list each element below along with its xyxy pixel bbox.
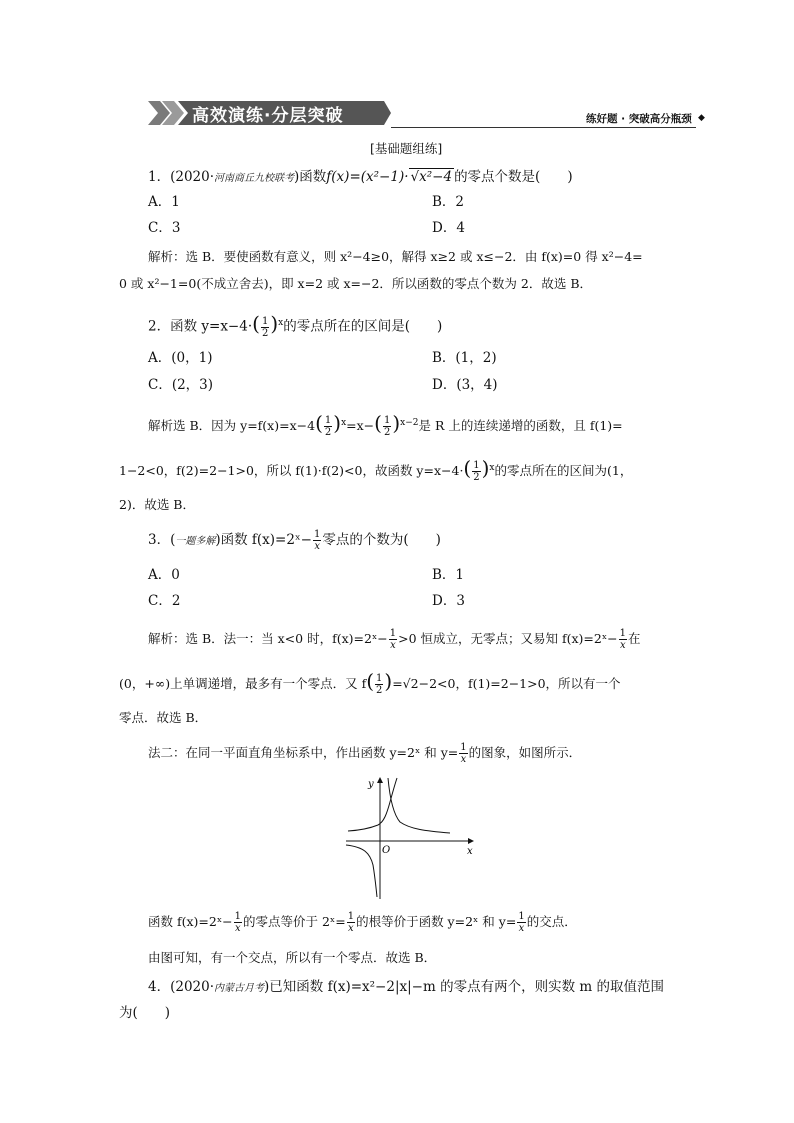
q1-stem-a: )函数 — [294, 169, 327, 185]
q2-stem: 2．函数 y=x−4·( $\frac{1}{2}$ )$^x$的零点所在的区间是( ) — [148, 311, 443, 339]
header-rule — [391, 127, 696, 128]
q3-conclusion: 由图可知，有一个交点，所以有一个零点．故选 B． — [148, 950, 437, 965]
q4-stem: 4．(2020·内蒙古月考)已知函数 f(x)=x²−2|x|−m 的零点有两个，则实数 m 的取值范围 — [148, 979, 664, 995]
q2-option-d[interactable]: D．(3，4) — [432, 377, 498, 393]
q1-option-b[interactable]: B．2 — [432, 194, 465, 210]
x-axis-arrow — [468, 838, 474, 844]
header-note: 练好题 · 突破高分瓶颈 — [586, 113, 692, 125]
q2-option-c[interactable]: C．(2，3) — [148, 377, 214, 393]
graph-x-label: x — [467, 846, 473, 857]
curve-recip-left — [346, 845, 377, 897]
q1-prefix: 1．(2020· — [148, 169, 215, 185]
q2-option-b[interactable]: B．(1，2) — [432, 350, 497, 366]
q2-analysis-1: 解析选 B．因为 y=f(x)=x−4( $\frac{1}{2}$ )$^x$=x−( $\frac{1}{2}$ )$^{x-2}$是 R 上的连续递增的函数，且 f(1)= — [148, 411, 623, 439]
q2-option-a[interactable]: A．(0，1) — [148, 350, 213, 366]
q2-analysis-3: 2)．故选 B． — [119, 497, 195, 512]
q3-option-b[interactable]: B．1 — [432, 567, 465, 583]
q2-frac: $\frac{1}{2}$ — [261, 315, 269, 339]
graph-origin-label: O — [382, 845, 391, 856]
graph-y-label: y — [368, 779, 374, 790]
q3-analysis-1: 解析：选 B．法一：当 x<0 时，f(x)=2ˣ− $\frac{1}{x}>0$ 恒成立，无零点；又易知 f(x)=2ˣ− $\frac{1}{x}$在 — [148, 628, 641, 651]
curve-recip-right — [388, 778, 450, 833]
q3-equivalence: 函数 f(x)=2ˣ− $\frac{1}{x}$的零点等价于 2ˣ= $\frac{1}{x}$的根等价于函数 y=2ˣ 和 y= $\frac{1}{x}$的交点． — [148, 911, 577, 934]
q1-analysis-2: 0 或 x²−1=0(不成立舍去)，即 x=2 或 x=−2．所以函数的零点个数为 2．故选 B． — [119, 276, 592, 291]
q1-stem — [148, 167, 573, 189]
q1-analysis-1: 解析：选 B．要使函数有意义，则 x²−4≥0，解得 x≥2 或 x≤−2．由 f(x)=0 得 x²−4= — [148, 249, 643, 264]
section-title: [基础题组练] — [370, 141, 443, 156]
diamond-icon: ◆ — [698, 113, 705, 123]
q1-option-d[interactable]: D．4 — [432, 220, 465, 236]
q3-stem: 3．(一题多解)函数 f(x)=2ˣ− $\frac{1}{x}$零点的个数为( ) — [148, 529, 441, 552]
q4-stem-2: 为( ) — [119, 1005, 171, 1021]
q3-option-d[interactable]: D．3 — [432, 593, 465, 609]
q1-stem-b: f(x)=(x²−1)· — [326, 169, 409, 185]
q1-sqrt: √x²−4 — [410, 169, 453, 185]
q3-analysis-3: 零点．故选 B． — [119, 710, 208, 725]
q3-method2: 法二：在同一平面直角坐标系中，作出函数 y=2ˣ 和 y= $\frac{1}{x}$的图象，如图所示． — [148, 742, 582, 765]
q1-stem-c: 的零点个数是( ) — [454, 169, 573, 185]
q2-analysis-2: 1−2<0，f(2)=2−1>0，所以 f(1)·f(2)<0，故函数 y=x−4·( $\frac{1}{2}$ )$^x$的零点所在的区间为(1， — [119, 456, 633, 484]
section-banner — [148, 99, 391, 127]
function-graph — [340, 775, 480, 905]
q1-option-a[interactable]: A．1 — [148, 194, 180, 210]
q1-source: 河南商丘九校联考 — [214, 173, 295, 184]
y-axis-arrow — [377, 777, 383, 783]
q3-analysis-2: (0，+∞)上单调递增，最多有一个零点．又 f( $\frac{1}{2}$ )=√2−2<0，f(1)=2−1>0，所以有一个 — [119, 669, 621, 696]
q3-option-c[interactable]: C．2 — [148, 593, 181, 609]
q1-option-c[interactable]: C．3 — [148, 220, 181, 236]
banner-title: 高效演练·分层突破 — [192, 106, 344, 126]
q3-option-a[interactable]: A．0 — [148, 567, 180, 583]
